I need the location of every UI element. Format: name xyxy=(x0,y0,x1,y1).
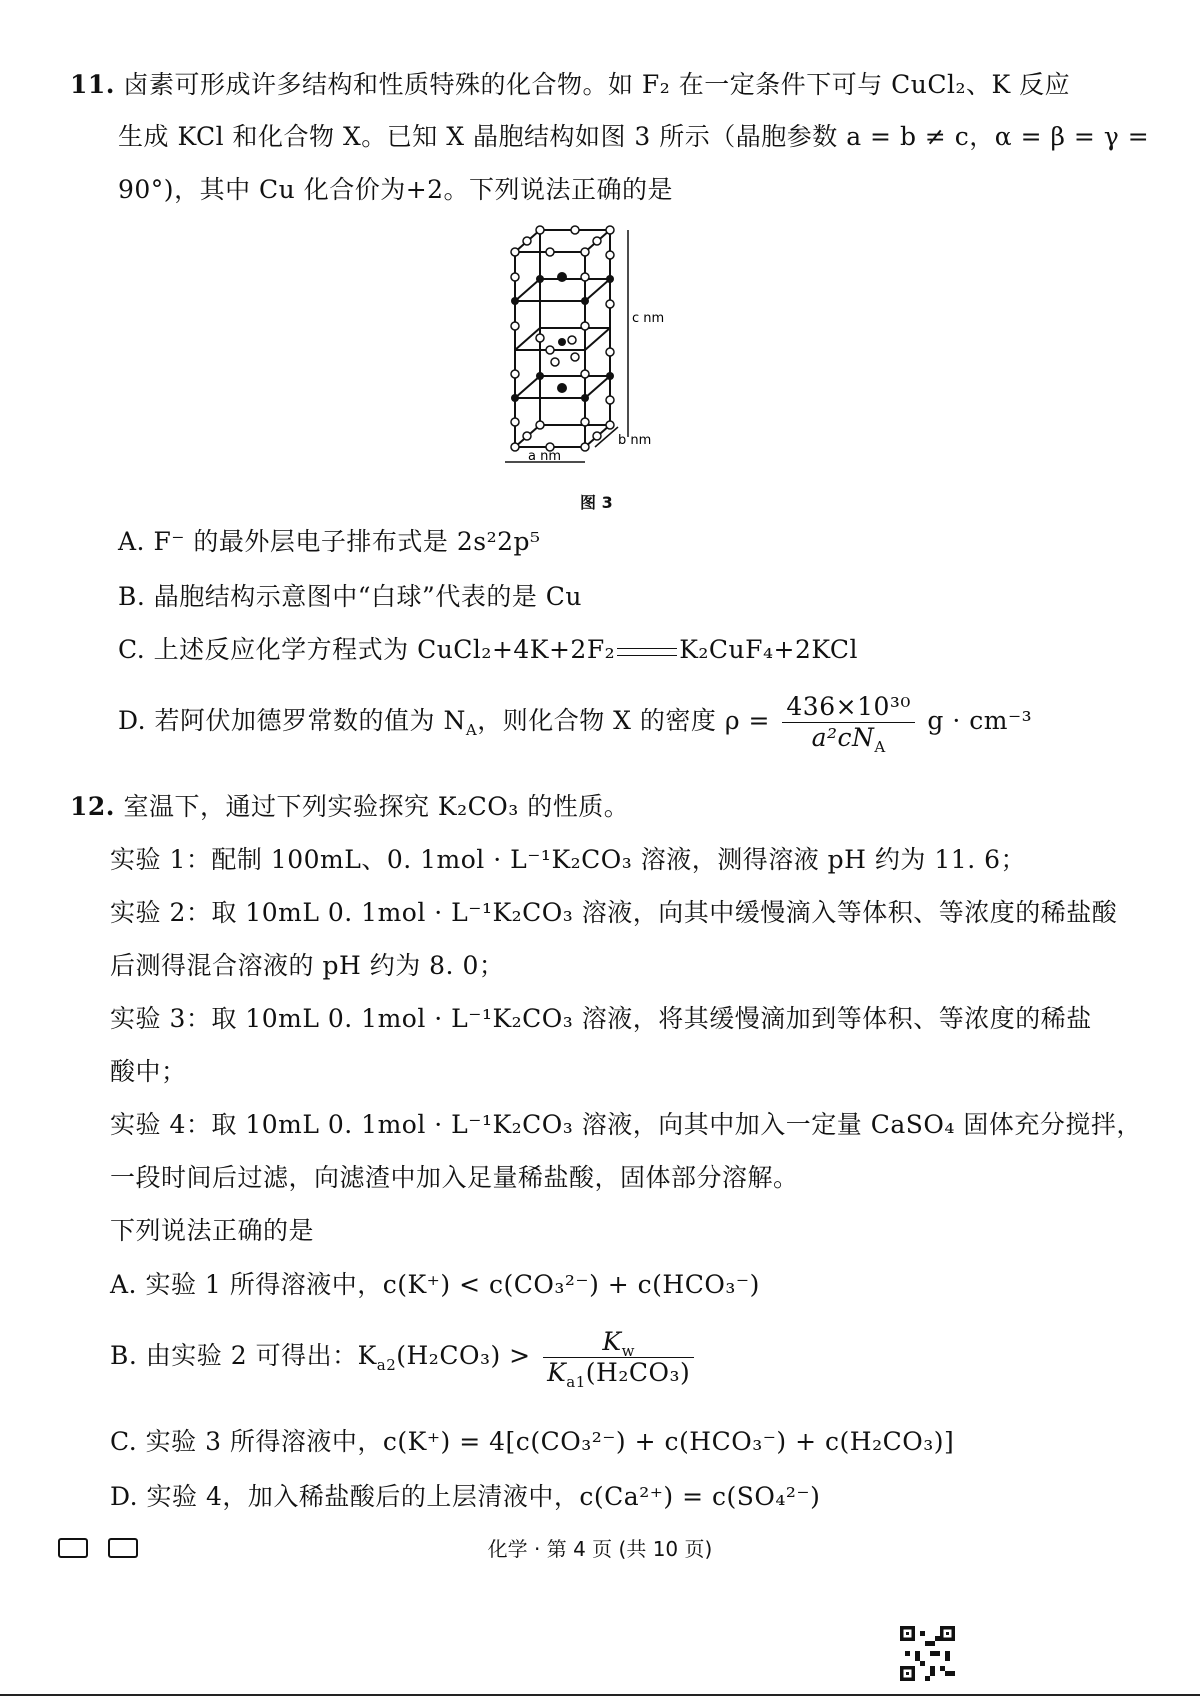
density-numerator: 436×10³⁰ xyxy=(782,692,915,723)
q11-option-c-left: C. 上述反应化学方程式为 CuCl₂+4K+2F₂ xyxy=(118,635,616,664)
q11-stem-line3: 90°)，其中 Cu 化合价为+2。下列说法正确的是 xyxy=(118,175,674,204)
q12-option-b xyxy=(110,1325,698,1391)
kw-fraction xyxy=(543,1327,694,1391)
q12-exp4-line2: 一段时间后过滤，向滤渣中加入足量稀盐酸，固体部分溶解。 xyxy=(110,1163,799,1192)
q12-question: 下列说法正确的是 xyxy=(110,1216,315,1245)
q11-option-d xyxy=(118,690,1033,756)
density-fraction xyxy=(782,692,915,756)
q11-stem-text1: 卤素可形成许多结构和性质特殊的化合物。如 F₂ 在一定条件下可与 CuCl₂、K 反应 xyxy=(123,70,1071,99)
q12-stem-text: 室温下，通过下列实验探究 K₂CO₃ 的性质。 xyxy=(123,792,630,821)
figure-caption: 图 3 xyxy=(580,493,613,512)
kw-denominator: $K_{a1}(H_2CO_3)$ xyxy=(547,1358,691,1391)
q12-exp2-line2: 后测得混合溶液的 pH 约为 8. 0； xyxy=(110,951,505,980)
unit-cell-figure xyxy=(500,222,690,472)
qr-code-icon xyxy=(900,1626,955,1681)
q12-option-d: D. 实验 4，加入稀盐酸后的上层清液中，c(Ca²⁺) = c(SO₄²⁻) xyxy=(110,1482,821,1511)
q11-option-d-sub: A xyxy=(465,721,478,739)
a-dimension-label: a nm xyxy=(528,449,562,464)
q11-option-d-left: D. 若阿伏加德罗常数的值为 N xyxy=(118,706,466,735)
q12-option-b-mid: (H₂CO₃) > xyxy=(396,1341,531,1370)
kw-numerator: $K_w$ xyxy=(543,1327,694,1358)
q12-option-b-sub: a2 xyxy=(376,1356,397,1374)
q11-number: 11. xyxy=(70,70,115,99)
q12-option-b-left: B. 由实验 2 可得出：K xyxy=(110,1341,377,1370)
q12-stem xyxy=(70,790,629,824)
q12-option-c: C. 实验 3 所得溶液中，c(K⁺) = 4[c(CO₃²⁻) + c(HCO₃⁻) + c(H₂CO₃)] xyxy=(110,1427,955,1456)
q11-option-b: B. 晶胞结构示意图中“白球”代表的是 Cu xyxy=(118,582,583,611)
q12-exp3-line2: 酸中； xyxy=(110,1057,187,1086)
bottom-border-line xyxy=(0,1694,1200,1696)
q11-stem-line1 xyxy=(70,68,1070,102)
q11-option-d-mid: ，则化合物 X 的密度 ρ = xyxy=(477,706,770,735)
q12-exp4-line1: 实验 4：取 10mL 0. 1mol · L⁻¹K₂CO₃ 溶液，向其中加入一定量 CaSO₄ 固体充分搅拌， xyxy=(110,1110,1142,1139)
q11-option-a: A. F⁻ 的最外层电子排布式是 2s²2p⁵ xyxy=(118,527,541,556)
q11-stem-line2: 生成 KCl 和化合物 X。已知 X 晶胞结构如图 3 所示（晶胞参数 a = b ≠ c，α = β = γ = xyxy=(118,122,1150,151)
page-footer: 化学 · 第 4 页 (共 10 页) xyxy=(487,1537,713,1561)
equation-equals-sign xyxy=(617,648,677,656)
density-unit: g · cm⁻³ xyxy=(927,706,1033,735)
q12-exp2-line1: 实验 2：取 10mL 0. 1mol · L⁻¹K₂CO₃ 溶液，向其中缓慢滴入等体积、等浓度的稀盐酸 xyxy=(110,898,1118,927)
q11-option-c xyxy=(118,633,858,667)
b-dimension-label: b nm xyxy=(618,433,652,448)
q12-number: 12. xyxy=(70,792,115,821)
density-denominator: $a^2cN_A$ xyxy=(811,723,886,756)
q12-exp1: 实验 1：配制 100mL、0. 1mol · L⁻¹K₂CO₃ 溶液，测得溶液 pH 约为 11. 6； xyxy=(110,845,1026,874)
q11-option-c-right: K₂CuF₄+2KCl xyxy=(679,635,858,664)
q12-exp3-line1: 实验 3：取 10mL 0. 1mol · L⁻¹K₂CO₃ 溶液，将其缓慢滴加到等体积、等浓度的稀盐 xyxy=(110,1004,1092,1033)
q12-option-a: A. 实验 1 所得溶液中，c(K⁺) < c(CO₃²⁻) + c(HCO₃⁻) xyxy=(110,1270,760,1299)
c-dimension-label: c nm xyxy=(632,311,665,326)
